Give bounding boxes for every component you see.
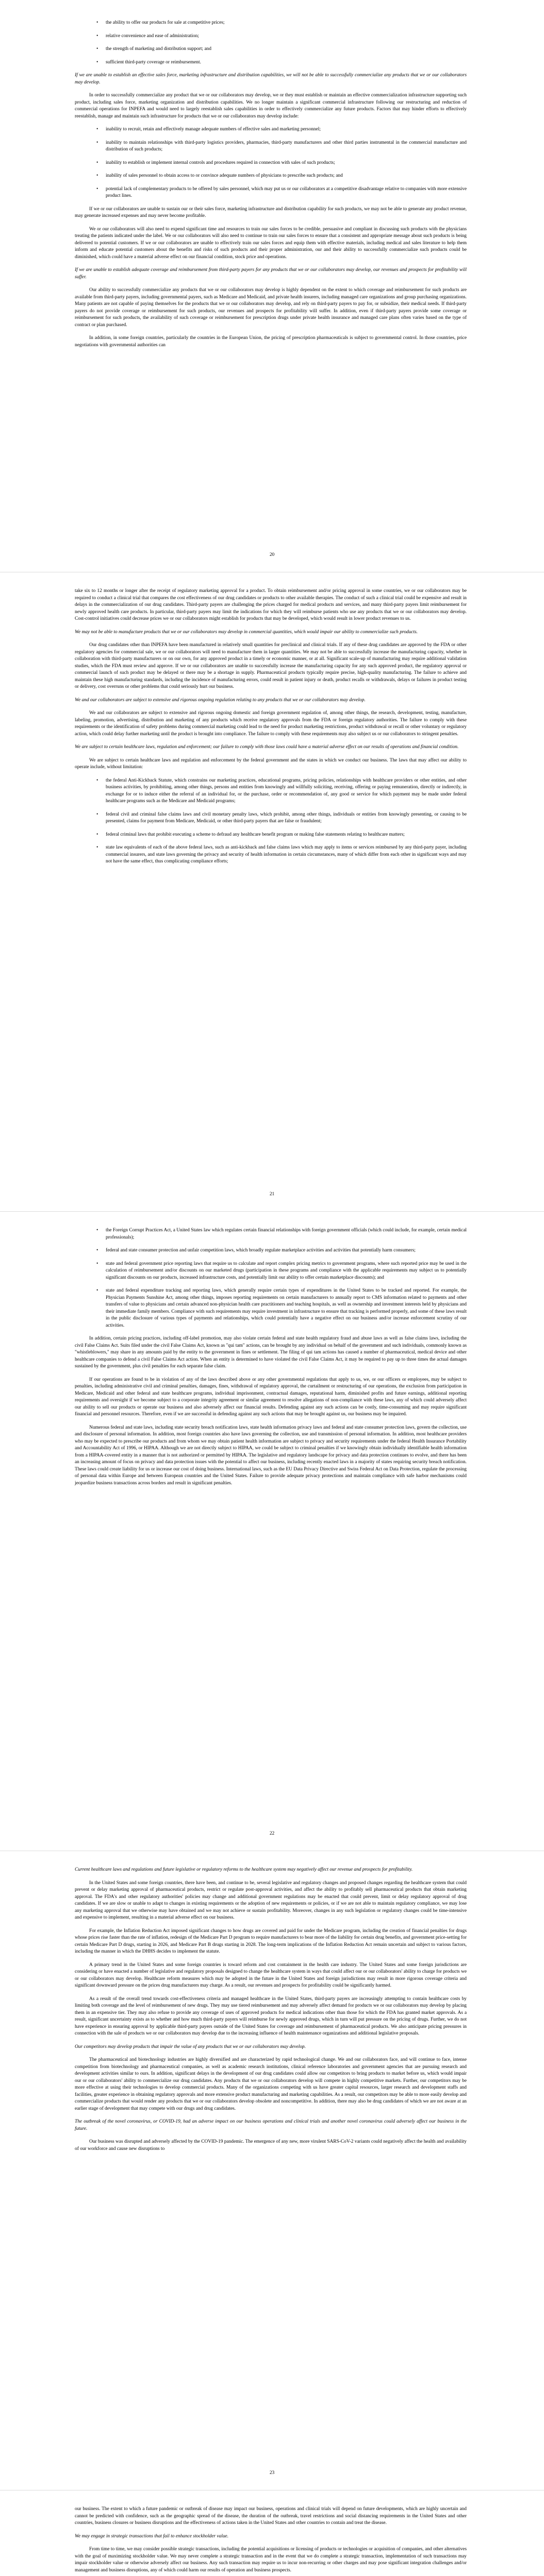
risk-factor-heading: We and our collaborators are subject to extensive and rigorous ongoing regulation relating to any products that we or our collaborators may develop. <box>75 697 366 703</box>
document-page-22 <box>0 1212 544 1851</box>
risk-factor-heading: Current healthcare laws and regulations and future legislative or regulatory reforms to the healthcare system may negatively affect our revenue and prospects for profitability. <box>75 1867 413 1872</box>
list-item: • the Foreign Corrupt Practices Act, a United States law which regulates certain financial relationships with foreign government officials (which could include, for example, certain medical professionals); <box>75 1227 467 1241</box>
bullet-list-hindering-factors <box>75 126 467 200</box>
list-item: • potential lack of complementary products to be offered by sales personnel, which may put us or our collaborators at a competitive disadvantage relative to companies with more extensive product lines. <box>75 186 467 200</box>
list-item: • state and federal expenditure tracking and reporting laws, which generally require certain types of expenditures in the United States to be tracked and reported. For example, the Physician Payments Sunshine Act, among other things, imposes reporting requirements on certain manufacturers to annually report to CMS information related to payments and other transfers of value to physicians and certain advanced non-physician health care practitioners and teaching hospitals, as well as ownership and investment interests held by physicians and their immediate family members. Compliance with such requirements may require investment in infrastructure to ensure that tracking is performed properly, and some of these laws result in the public disclosure of various types of payments and relationships, which could potentially have a negative effect on our business and/or increase enforcement scrutiny of our activities. <box>75 1287 467 1329</box>
paragraph: We are subject to certain healthcare laws and regulation and enforcement by the federal government and the states in which we conduct our business. The laws that may affect our ability to operate include, without limitation: <box>75 757 467 770</box>
paragraph: Our business was disrupted and adversely affected by the COVID-19 pandemic. The emergence of any new, more virulent SARS-CoV-2 variants could negatively affect the health and availability of our workforce and cause new disruptions to <box>75 2139 467 2151</box>
paragraph: The pharmaceutical and biotechnology industries are highly diversified and are characterized by rapid technological change. We and our collaborators face, and will continue to face, intense competition from biotechnology and pharmaceutical companies, as well as academic research institutions, clinical reference laboratories and government agencies that are pursuing research and development activities similar to ours. In addition, significant delays in the development of our drug candidates could allow our competitors to bring products to market before us, which would impair our or our collaborators' ability to commercialize our drug candidates. Any products that we or our collaborators develop will compete in highly competitive markets. Further, our competitors may be more effective at using their technologies to develop commercial products. Many of the organizations competing with us have greater capital resources, larger research and development staffs and facilities, greater experience in obtaining regulatory approvals and more extensive product manufacturing and marketing capabilities. As a result, our competitors may be able to more easily develop and commercialize products that would render any products that we or our collaborators develop obsolete and noncompetitive. In addition, there may also be drug candidates of which we are not aware at an earlier stage of development that may compete with our drugs and drug candidates. <box>75 2057 467 2111</box>
list-item: • state law equivalents of each of the above federal laws, such as anti-kickback and false claims laws which may apply to items or services reimbursed by any third-party payer, including commercial insurers, and state laws governing the privacy and security of health information in certain circumstances, many of which differ from each other in significant ways and may not have the same effect, thus complicating compliance efforts; <box>75 844 467 866</box>
page-number: 23 <box>269 2470 275 2476</box>
page-number: 21 <box>269 1191 275 1197</box>
list-item: • inability to recruit, retain and effectively manage adequate numbers of effective sales and marketing personnel; <box>75 126 467 133</box>
list-item: • inability to maintain relationships with third-party logistics providers, pharmacies, third-party manufacturers and other third parties instrumental in the commercial manufacture and distribution of such products; <box>75 140 467 154</box>
paragraph: A primary trend in the United States and some foreign countries is toward reform and cost containment in the health care industry. The United States and some foreign jurisdictions are considering or have enacted a number of legislative and regulatory proposals designed to change the healthcare system in ways that could affect our or our collaborators' ability to charge for products we or our collaborators may develop. Healthcare reform measures which may be adopted in the future in the United States and foreign jurisdictions may result in more rigorous coverage criteria and significant downward pressure on the prices drug manufacturers may charge. As a result, our revenues and prospects for profitability could be significantly harmed. <box>75 1962 467 1988</box>
list-item: • state and federal government price reporting laws that require us to calculate and report complex pricing metrics to government programs, where such reported price may be used in the calculation of reimbursement and/or discounts on our marketed drugs (participation in these programs and compliance with the applicable requirements may subject us to potentially significant discounts on our products, increased infrastructure costs, and potentially limit our ability to offer certain marketplace discounts); and <box>75 1261 467 1282</box>
paragraph: We or our collaborators will also need to expend significant time and resources to train our sales forces to be credible, persuasive and compliant in discussing such products with the physicians treating the patients indicated under the label. We or our collaborators will also need to continue to train our sales forces to ensure that a consistent and appropriate message about such products is being delivered to potential customers. If we or our collaborators are unable to effectively train our sales forces and equip them with effective materials, including medical and sales literature to help them inform and educate potential customers about the benefits and risks of such products and their proper administration, our and their ability to successfully commercialize such products could be diminished, which could have a material adverse effect on our financial condition, stock price and operations. <box>75 226 467 260</box>
paragraph: If we or our collaborators are unable to sustain our or their sales force, marketing infrastructure and distribution capability for such products, we may not be able to generate any product revenue, may generate increased expenses and may never become profitable. <box>75 206 467 218</box>
paragraph: In addition, in some foreign countries, particularly the countries in the European Union, the pricing of prescription pharmaceuticals is subject to governmental control. In those countries, price negotiations with governmental authorities can <box>75 335 467 348</box>
risk-factor-heading: We may not be able to manufacture products that we or our collaborators may develop in commercial quantities, which would impair our ability to commercialize such products. <box>75 629 418 635</box>
list-item: • federal civil and criminal false claims laws and civil monetary penalty laws, which prohibit, among other things, individuals or entities from knowingly presenting, or causing to be presented, claims for payment from Medicare, Medicaid, or other third-party payers that are false or fraudulent; <box>75 811 467 825</box>
paragraph: For example, the Inflation Reduction Act imposed significant changes to how drugs are covered and paid for under the Medicare program, including the creation of financial penalties for drugs whose prices rise faster than the rate of inflation, redesign of the Medicare Part D program to require manufacturers to bear more of the liability for certain drug benefits, and government price-setting for certain Medicare Part D drugs, starting in 2026, and Medicare Part B drugs starting in 2028. The long-term implications of the Inflation Reduction Act remain uncertain and subject to various factors, including the manner in which the DHHS decides to implement the statute. <box>75 1928 467 1954</box>
paragraph: As a result of the overall trend towards cost-effectiveness criteria and managed healthcare in the United States, third-party payers are increasingly attempting to contain healthcare costs by limiting both coverage and the level of reimbursement of new drugs. They may use tiered reimbursement and may adversely affect demand for products we or our collaborators may develop by placing them in an expensive tier. They may also refuse to provide any coverage of uses of approved products for medical indications other than those for which the FDA has granted market approvals. As a result, significant uncertainty exists as to whether and how much third-party payers will reimburse for newly approved drugs, which in turn will put pressure on the pricing of drugs. Further, we do not have experience in ensuring approval by applicable third-party payers outside of the United States for coverage and reimbursement of pharmaceutical products. We also anticipate pricing pressures in connection with the sale of products we or our collaborators may develop due to the increasing influence of health maintenance organizations and additional legislative proposals. <box>75 1996 467 2036</box>
list-item: • inability of sales personnel to obtain access to or convince adequate numbers of physicians to prescribe such products; and <box>75 173 467 180</box>
risk-factor-heading: The outbreak of the novel coronavirus, or COVID-19, had an adverse impact on our business operations and clinical trials and another novel coronavirus could adversely affect our business in the future. <box>75 2119 467 2131</box>
document-page-20 <box>0 0 544 572</box>
paragraph: From time to time, we may consider possible strategic transactions, including the potential acquisitions or licensing of products or technologies or acquisition of companies, and other alternatives with the goal of maximizing stockholder value. We may never complete a strategic transaction and in the event that we do complete a strategic transaction, implementation of such transactions may impair stockholder value or otherwise adversely affect our business. Any such transaction may require us to incur non-recurring or other charges and may pose significant integration challenges and/or management and business disruptions, any of which could harm our results of operation and business prospects. <box>75 2547 467 2573</box>
paragraph: Numerous federal and state laws, including state security breach notification laws, state health information privacy laws and federal and state consumer protection laws, govern the collection, use and disclosure of personal information. In addition, most foreign countries also have laws governing the collection, use and transmission of personal information. In addition, most healthcare providers who may be expected to prescribe our products and from whom we may obtain patient health information are subject to privacy and security requirements under the federal Health Insurance Portability and Accountability Act of 1996, or HIPAA. Although we are not directly subject to HIPAA, we could be subject to criminal penalties if we knowingly obtain individually identifiable health information from a HIPAA-covered entity in a manner that is not authorized or permitted by HIPAA. The legislative and regulatory landscape for privacy and data protection continues to evolve, and there has been an increasing amount of focus on privacy and data protection issues with the potential to affect our business, including recently enacted laws in a majority of states requiring security breach notification. These laws could create liability for us or increase our cost of doing business. International laws, such as the EU Data Privacy Directive and Swiss Federal Act on Data Protection, regulate the processing of personal data within Europe and between European countries and the United States. Failure to provide adequate privacy protections and maintain compliance with safe harbor mechanisms could jeopardize business transactions across borders and result in significant penalties. <box>75 1425 467 1486</box>
document-page-24 <box>0 2490 544 2576</box>
paragraph: In order to successfully commercialize any product that we or our collaborators may develop, we or they must establish or maintain an effective commercialization infrastructure supporting such product, including sales force, marketing organization and distribution capabilities. We no longer maintain a significant commercial infrastructure following our restructuring and reduction of commercial operations for INPEFA and would need to largely reestablish sales capabilities in order to effectively commercialize any future products. Factors that may hinder efforts to effectively reestablish, manage and maintain such infrastructure for products that we or our collaborators may develop include: <box>75 93 467 119</box>
list-item: • federal and state consumer protection and unfair competition laws, which broadly regulate marketplace activities and activities that potentially harm consumers; <box>75 1247 467 1255</box>
paragraph: Our ability to successfully commercialize any products that we or our collaborators may develop is highly dependent on the extent to which coverage and reimbursement for such products are available from third-party payers, including governmental payers, such as Medicare and Medicaid, and private health insurers, including managed care organizations and group purchasing organizations. Many patients are not capable of paying themselves for the products that we or our collaborators may develop, and rely on third-party payers to pay for, or subsidize, their medical needs. If third-party payers do not provide coverage or reimbursement for such products, our revenues and prospects for profitability will suffer. In addition, even if third-party payers provide some coverage or reimbursement for such products, the availability of such coverage or reimbursement for prescription drugs under private health insurance and managed care plans often varies based on the type of contract or plan purchased. <box>75 287 467 328</box>
list-item: • the ability to offer our products for sale at competitive prices; <box>75 20 467 27</box>
paragraph: take six to 12 months or longer after the receipt of regulatory marketing approval for a product. To obtain reimbursement and/or pricing approval in some countries, we or our collaborators may be required to conduct a clinical trial that compares the cost effectiveness of our drug candidates or products to other available therapies. The conduct of such a clinical trial could be expensive and result in delays in the commercialization of our drug candidates. Third-party payers are challenging the prices charged for medical products and services, and many third-party payers limit reimbursement for newly approved health care products. In particular, third-party payers may limit the indications for which they will reimburse patients who use any products that we or our collaborators may develop. Cost-control initiatives could decrease prices we or our collaborators might establish for products that may be developed, which would result in lower product revenues to us. <box>75 588 467 621</box>
paragraph: In the United States and some foreign countries, there have been, and continue to be, several legislative and regulatory changes and proposed changes regarding the healthcare system that could prevent or delay marketing approval of pharmaceutical products, restrict or regulate post-approval activities, and affect the ability to profitably sell pharmaceutical products that obtain marketing approval. The FDA's and other regulatory authorities' policies may change and additional government regulations may be enacted that could prevent, limit or delay regulatory approval of drug candidates. If we are slow or unable to adapt to changes in existing requirements or the adoption of new requirements or policies, or if we are not able to maintain regulatory compliance, we may lose any marketing approval that we otherwise may have obtained and we may not achieve or sustain profitability. Moreover, changes in any such legislation or regulatory changes could be time-intensive and expensive to implement, resulting in a material adverse effect on our business. <box>75 1880 467 1920</box>
document-page-21 <box>0 572 544 1211</box>
risk-factor-heading: If we are unable to establish adequate coverage and reimbursement from third-party payers for any products that we or our collaborators may develop, our revenues and prospects for profitability will suffer. <box>75 267 467 280</box>
list-item: • inability to establish or implement internal controls and procedures required in connection with sales of such products; <box>75 160 467 167</box>
risk-factor-heading: We may engage in strategic transactions that fail to enhance stockholder value. <box>75 2533 229 2539</box>
list-item: • sufficient third-party coverage or reimbursement. <box>75 59 467 66</box>
bullet-list-healthcare-laws-continued <box>75 1227 467 1329</box>
bullet-list-healthcare-laws <box>75 777 467 866</box>
document-page-23 <box>0 1851 544 2490</box>
paragraph: our business. The extent to which a future pandemic or outbreak of disease may impact our business, operations and clinical trials will depend on future developments, which are highly uncertain and cannot be predicted with confidence, such as the geographic spread of the disease, the duration of the outbreak, travel restrictions and social distancing requirements in the United States and other countries, business closures or business disruptions and the effectiveness of actions taken in the United States and other countries to contain and treat the disease. <box>75 2506 467 2526</box>
page-number: 22 <box>269 1831 275 1836</box>
risk-factor-heading: Our competitors may develop products that impair the value of any products that we or our collaborators may develop. <box>75 2044 306 2049</box>
list-item: • federal criminal laws that prohibit executing a scheme to defraud any healthcare benefit program or making false statements relating to healthcare matters; <box>75 832 467 839</box>
list-item: • relative convenience and ease of administration; <box>75 33 467 40</box>
risk-factor-heading: If we are unable to establish an effective sales force, marketing infrastructure and distribution capabilities, we will not be able to successfully commercialize any products that we or our collaborators may develop. <box>75 73 467 85</box>
page-number: 20 <box>269 552 275 557</box>
list-item: • the federal Anti-Kickback Statute, which constrains our marketing practices, educational programs, pricing policies, relationships with healthcare providers or other entities, and other business activities, by prohibiting, among other things, persons and entities from knowingly and willfully soliciting, receiving, offering or paying remuneration, directly or indirectly, in exchange for or to induce either the referral of an individual for, or the purchase, order or recommendation of, any good or service for which payment may be made under federal healthcare programs such as the Medicare and Medicaid programs; <box>75 777 467 805</box>
paragraph: Our drug candidates other than INPEFA have been manufactured in relatively small quantities for preclinical and clinical trials. If any of these drug candidates are approved by the FDA or other regulatory agencies for commercial sale, we or our collaborators will need to manufacture them in larger quantities. We may not be able to successfully increase the manufacturing capacity, whether in collaboration with third-party manufacturers or on our own, for any approved product in a timely or economic manner, or at all. Significant scale-up of manufacturing may require additional validation studies, which the FDA must review and approve. If we or our collaborators are unable to successfully increase the manufacturing capacity for any such approved product, the regulatory approval or commercial launch of such product may be delayed or there may be a shortage in supply. Pharmaceutical products typically require precise, high-quality manufacturing. The failure to achieve and maintain these high manufacturing standards, including the incidence of manufacturing errors, could result in patient injury or death, product recalls or withdrawals, delays or failures in product testing or delivery, cost overruns or other problems that could seriously hurt our business. <box>75 642 467 689</box>
paragraph: In addition, certain pricing practices, including off-label promotion, may also violate certain federal and state health regulatory fraud and abuse laws as well as false claims laws, including the civil False Claims Act. Suits filed under the civil False Claims Act, known as "qui tam" actions, can be brought by any individual on behalf of the government and such individuals, commonly known as "whistleblowers," may share in any amounts paid by the entity to the government in fines or settlement. The filing of qui tam actions has caused a number of pharmaceutical, medical device and other healthcare companies to defend a civil False Claims Act action. When an entity is determined to have violated the civil False Claims Act, it may be required to pay up to three times the actual damages sustained by the government, plus civil penalties for each separate false claim. <box>75 1336 467 1369</box>
bullet-list-competitive-factors <box>75 20 467 66</box>
paragraph: We and our collaborators are subject to extensive and rigorous ongoing domestic and foreign government regulation of, among other things, the research, development, testing, manufacture, labeling, promotion, advertising, distribution and marketing of any products which receive regulatory approvals from the FDA or foreign regulatory authorities. The failure to comply with these requirements or the identification of safety problems during commercial marketing could lead to the need for product marketing restrictions, product withdrawal or recall or other voluntary or regulatory action, which could delay further marketing until the product is brought into compliance. The failure to comply with these requirements may also subject us or our collaborators to stringent penalties. <box>75 710 467 737</box>
list-item: • the strength of marketing and distribution support; and <box>75 46 467 53</box>
paragraph: If our operations are found to be in violation of any of the laws described above or any other governmental regulations that apply to us, we, or our officers or employees, may be subject to penalties, including administrative civil and criminal penalties, damages, fines, withdrawal of regulatory approval, the curtailment or restructuring of our operations, the exclusion from participation in Medicare, Medicaid and other federal and state healthcare programs, individual imprisonment, contractual damages, reputational harm, diminished profits and future earnings, additional reporting requirements and oversight if we become subject to a corporate integrity agreement or similar agreement to resolve allegations of non-compliance with these laws, any of which could adversely affect our ability to sell our products or operate our business and also adversely affect our financial results. Defending against any such actions can be costly, time-consuming and may require significant financial and personnel resources. Therefore, even if we are successful in defending against any such actions that may be brought against us, our business may be impaired. <box>75 1377 467 1417</box>
risk-factor-heading: We are subject to certain healthcare laws, regulation and enforcement; our failure to comply with those laws could have a material adverse effect on our results of operations and financial condition. <box>75 744 459 750</box>
